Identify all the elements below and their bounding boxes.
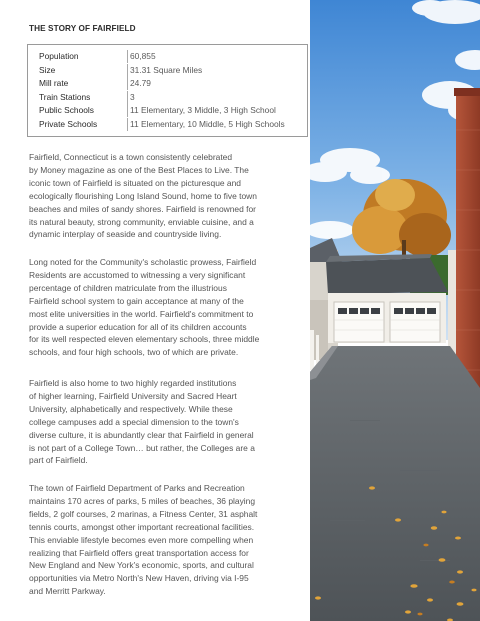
- fact-divider: [127, 91, 128, 104]
- paragraph-line: college campuses add a special dimension to the town's: [29, 416, 239, 427]
- paragraph-line: is not part of a College Town… but rather, the Colleges are a: [29, 442, 255, 453]
- paragraph-line: realizing that Fairfield offers great transportation access for: [29, 547, 249, 558]
- fact-divider: [127, 118, 128, 131]
- fact-value: 60,855: [130, 51, 156, 61]
- fact-label: Private Schools: [39, 118, 98, 129]
- paragraph-line: schools, and four high schools, two of which are private.: [29, 347, 239, 358]
- paragraph-line: part of Fairfield.: [29, 455, 88, 466]
- paragraph-line: most elite universities in the world. Fairfield's commitment to: [29, 308, 254, 319]
- paragraph-line: iconic town of Fairfield is situated on the picturesque and: [29, 177, 241, 188]
- body-paragraph: [29, 256, 314, 359]
- paragraph-line: maintains 170 acres of parks, 5 miles of beaches, 36 playing: [29, 495, 256, 506]
- paragraph-line: ecologically flourishing Long Island Sound, home to five town: [29, 190, 257, 201]
- fact-row: [28, 104, 307, 117]
- paragraph-line: tennis courts, amongst other important recreational facilities.: [29, 521, 255, 532]
- paragraph-line: Fairfield, Connecticut is a town consistently celebrated: [29, 152, 233, 162]
- page-title: THE STORY OF FAIRFIELD: [29, 24, 136, 33]
- fact-label: Size: [39, 64, 56, 75]
- body-paragraph: [29, 482, 314, 598]
- fact-divider: [127, 50, 128, 63]
- fact-row: [28, 91, 307, 104]
- fact-row: [28, 50, 307, 63]
- paragraph-line: provide a superior education for all of its children accounts: [29, 321, 247, 332]
- paragraph-line: Residents are accustomed to witnessing a very significant: [29, 269, 246, 280]
- paragraph-line: of higher learning, Fairfield University and Sacred Heart: [29, 390, 237, 401]
- paragraph-line: University, alphabetically and respectively. While these: [29, 403, 233, 414]
- paragraph-line: Long noted for the Community's scholastic prowess, Fairfield: [29, 257, 257, 267]
- paragraph-line: percentage of children matriculate from the illustrious: [29, 282, 227, 293]
- fact-label: Population: [39, 51, 79, 61]
- fact-divider: [127, 77, 128, 90]
- paragraph-line: The town of Fairfield Department of Parks and Recreation: [29, 483, 245, 493]
- fact-divider: [127, 104, 128, 117]
- fact-label: Public Schools: [39, 105, 94, 115]
- fact-label: Mill rate: [39, 78, 69, 88]
- fact-value: 31.31 Square Miles: [130, 64, 203, 75]
- paragraph-line: by Money magazine as one of the Best Places to Live. The: [29, 164, 249, 175]
- paragraph-line: for its well respected eleven elementary schools, three middle: [29, 334, 260, 345]
- paragraph-line: dynamic interplay of seaside and countryside living.: [29, 229, 222, 240]
- body-paragraph: [29, 377, 314, 467]
- fact-row: [28, 64, 307, 77]
- town-facts-table: [27, 44, 308, 137]
- paragraph-line: This enviable lifestyle becomes even more compelling when: [29, 534, 254, 545]
- paragraph-line: opportunities via Metro North's New Haven, driving via I-95: [29, 573, 249, 584]
- body-paragraph: [29, 151, 314, 241]
- paragraph-line: fields, 2 golf courses, 2 marinas, a Fitness Center, 31 asphalt: [29, 508, 258, 519]
- fact-label: Train Stations: [39, 91, 91, 102]
- paragraph-line: its natural beauty, strong community, enviable cuisine, and a: [29, 216, 254, 227]
- fact-value: 11 Elementary, 10 Middle, 5 High Schools: [130, 118, 285, 129]
- fact-row: [28, 118, 307, 131]
- paragraph-line: diverse culture, it is abundantly clear that Fairfield in general: [29, 429, 254, 440]
- fact-value: 11 Elementary, 3 Middle, 3 High School: [130, 105, 276, 115]
- paragraph-line: beaches and miles of sandy shores. Fairfield is renowned for: [29, 203, 256, 214]
- paragraph-line: Fairfield is also home to two highly regarded institutions: [29, 378, 237, 388]
- fact-row: [28, 77, 307, 90]
- fact-value: 3: [130, 91, 135, 102]
- paragraph-line: Fairfield school system to gain acceptance at many of the: [29, 295, 244, 306]
- paragraph-line: and Merritt Parkway.: [29, 586, 106, 597]
- fact-divider: [127, 64, 128, 77]
- paragraph-line: New England and New York's economic, sports, and cultural: [29, 560, 254, 571]
- house-driveway-photo: [310, 0, 480, 621]
- fact-value: 24.79: [130, 78, 151, 88]
